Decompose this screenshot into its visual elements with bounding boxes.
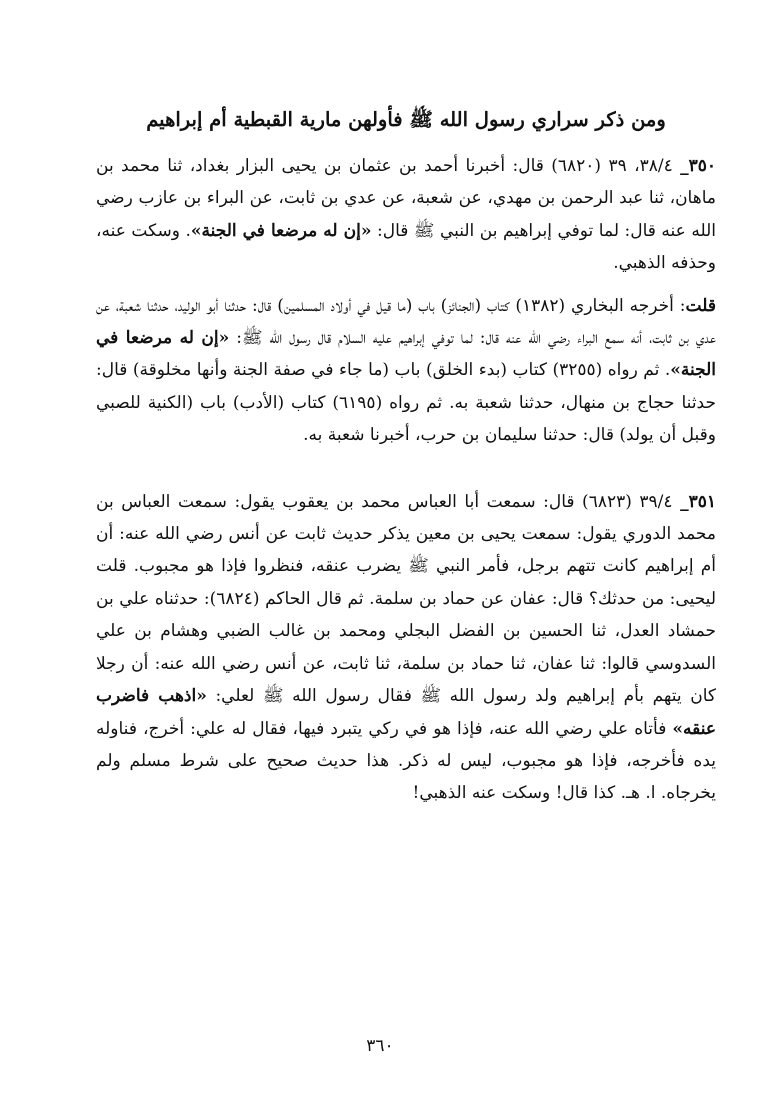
entry-text: فأتاه علي رضي الله عنه، فإذا هو في ركي يتبرد فيها، فقال له علي: أخرج، فناوله يده فأخرجه، فإذا هو مجبوب، ليس له ذكر. هذا حديث صحيح على شرط مسلم ولم يخرجاه. ا. هـ. كذا قال! وسكت عنه الذهبي! xyxy=(96,718,716,804)
entry-text: . وسكت عنه، وحذفه الذهبي. xyxy=(96,220,716,274)
commentary-text: . ثم رواه (٣٢٥٥) كتاب (بدء الخلق) باب (ما جاء في صفة الجنة وأنها مخلوقة) قال: حدثنا حجاج بن منهال، حدثنا شعبة به. ثم رواه (٦١٩٥) كتاب (الأدب) باب (الكنية للصبي وقبل أن يولد) قال: حدثنا سليمان بن حرب، أخبرنا شعبة به. xyxy=(96,360,716,446)
entry-text: ٣٨/٤، ٣٩ (٦٨٢٠) قال: أخبرنا أحمد بن عثمان بن يحيى البزار بغداد، ثنا محمد بن ماهان، ثنا عبد الرحمن بن مهدي، عن شعبة، عن عدي بن ثابت، عن البراء بن عازب رضي الله عنه قال: لما توفي إبراهيم بن النبي ﷺ قال: xyxy=(96,156,716,241)
commentary-text: : أخرجه البخاري (١٣٨٢) كتاب (الجنائز) باب (ما قيل في أولاد المسلمين) قال: حدثنا أبو الوليد، حدثنا شعبة، عن عدي بن ثابت، أنه سمع البراء رضي الله عنه قال: لما توفي إبراهيم عليه السلام قال رسول الله ﷺ: xyxy=(96,295,716,349)
page-number: ٣٦٠ xyxy=(366,1036,394,1056)
entry-number: ٣٥١_ xyxy=(680,491,716,512)
commentary-label: قلت xyxy=(685,295,716,316)
entry-351 xyxy=(96,486,716,810)
commentary-block xyxy=(96,290,716,452)
spacer xyxy=(96,452,716,486)
page-body xyxy=(96,100,716,810)
hadith-quote: «إن له مرضعا في الجنة» xyxy=(96,328,716,381)
spacer xyxy=(96,280,716,290)
entry-text: ٣٩/٤ (٦٨٢٣) قال: سمعت أبا العباس محمد بن يعقوب يقول: سمعت العباس بن محمد الدوري يقول: سمعت يحيى بن معين يذكر حديث ثابت عن أنس رضي الله عنه: أن أم إبراهيم كانت تتهم برجل، فأمر النبي ﷺ يضرب عنقه، فنظروا فإذا هو مجبوب. قلت ليحيى: من حدثك؟ قال: عفان عن حماد بن سلمة. ثم قال الحاكم (٦٨٢٤): حدثناه علي بن حمشاد العدل، ثنا الحسين بن الفضل البجلي ومحمد بن غالب الضبي وهشام بن علي السدوسي قالوا: ثنا عفان، ثنا حماد بن سلمة، ثنا ثابت، عن أنس رضي الله عنه: أن رجلا كان يتهم بأم إبراهيم ولد رسول الله ﷺ فقال رسول الله ﷺ لعلي: xyxy=(96,491,717,707)
hadith-quote: «إن له مرضعا في الجنة» xyxy=(190,220,372,241)
entry-number: ٣٥٠_ xyxy=(680,156,716,176)
hadith-quote: «اذهب فاضرب عنقه» xyxy=(96,686,716,739)
chapter-title: ومن ذكر سراري رسول الله ﷺ فأولهن مارية القبطية أم إبراهيم xyxy=(146,108,666,131)
entry-350 xyxy=(96,150,716,280)
